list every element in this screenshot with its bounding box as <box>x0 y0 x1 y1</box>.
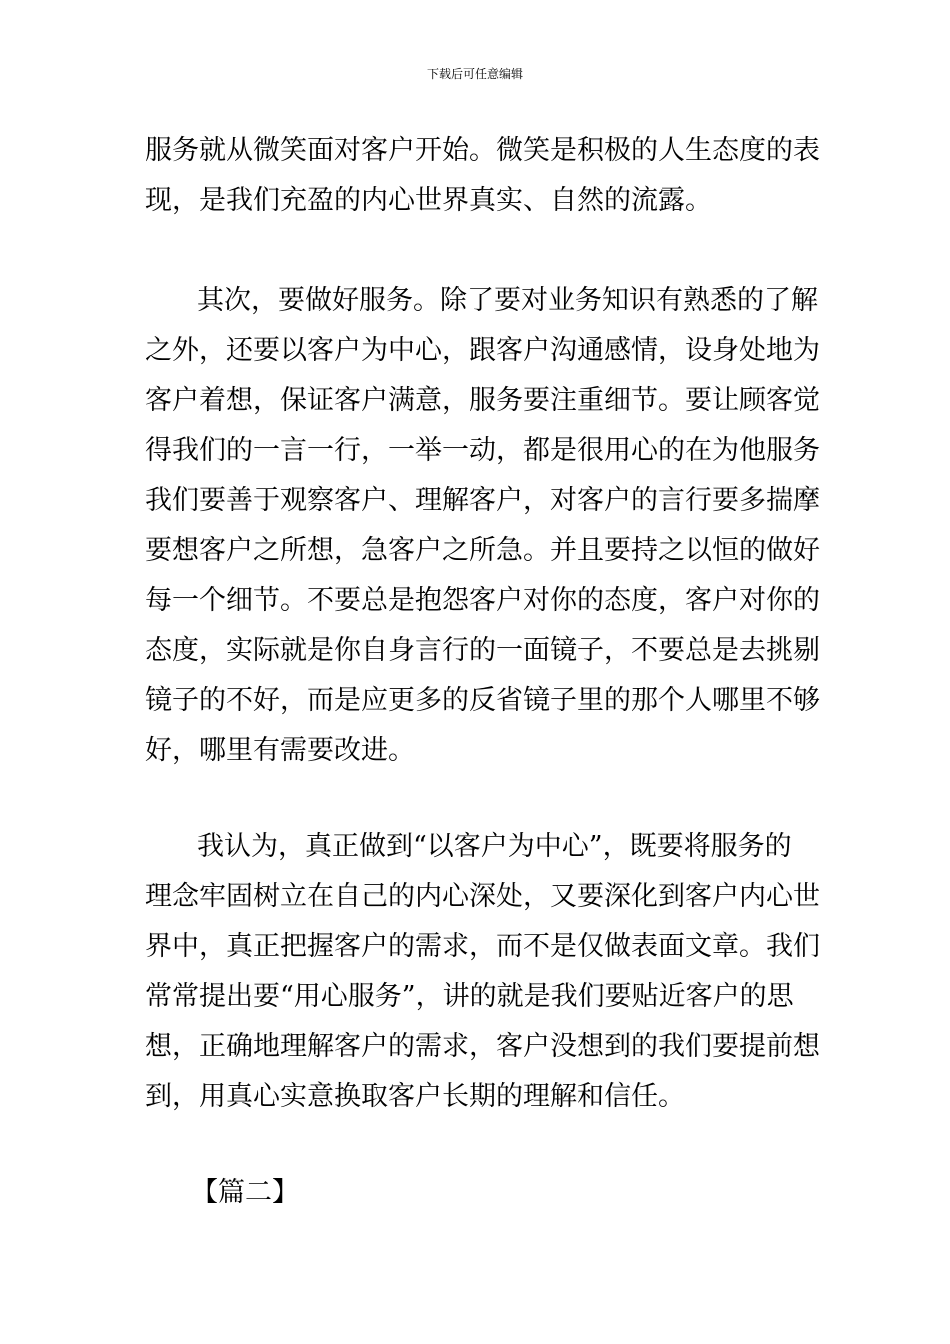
paragraph-3 <box>145 822 820 1122</box>
paragraph-line: 之外，还要以客户为中心，跟客户沟通感情，设身处地为 <box>145 335 820 366</box>
paragraph-line: 界中，真正把握客户的需求，而不是仅做表面文章。我们 <box>145 931 820 962</box>
paragraph-line: 理念牢固树立在自己的内心深处，又要深化到客户内心世 <box>145 881 820 912</box>
paragraph-line: 现，是我们充盈的内心世界真实、自然的流露。 <box>145 185 712 216</box>
paragraph-line: 我认为，真正做到“以客户为中心”，既要将服务的 <box>197 831 792 862</box>
paragraph-1 <box>145 126 820 226</box>
paragraph-line: 好，哪里有需要改进。 <box>145 735 415 766</box>
paragraph-line: 要想客户之所想，急客户之所急。并且要持之以恒的做好 <box>145 535 820 566</box>
section-heading <box>145 1168 807 1218</box>
paragraph-line: 每一个细节。不要总是抱怨客户对你的态度，客户对你的 <box>145 585 820 616</box>
paragraph-line: 常常提出要“用心服务”，讲的就是我们要贴近客户的思 <box>145 981 794 1012</box>
paragraph-line: 我们要善于观察客户、理解客户，对客户的言行要多揣摩 <box>145 485 820 516</box>
section-heading-text: 【篇二】 <box>191 1177 299 1208</box>
header-note: 下载后可任意编辑 <box>426 67 523 81</box>
paragraph-line: 服务就从微笑面对客户开始。微笑是积极的人生态度的表 <box>145 135 820 166</box>
paragraph-line: 镜子的不好，而是应更多的反省镜子里的那个人哪里不够 <box>145 685 820 716</box>
paragraph-line: 得我们的一言一行，一举一动，都是很用心的在为他服务 <box>145 435 820 466</box>
paragraph-line: 态度，实际就是你自身言行的一面镜子，不要总是去挑剔 <box>145 635 820 666</box>
paragraph-line: 其次，要做好服务。除了要对业务知识有熟悉的了解 <box>197 285 818 316</box>
paragraph-line: 客户着想，保证客户满意，服务要注重细节。要让顾客觉 <box>145 385 820 416</box>
paragraph-line: 想，正确地理解客户的需求，客户没想到的我们要提前想 <box>145 1031 820 1062</box>
paragraph-2 <box>145 276 820 776</box>
paragraph-line: 到，用真心实意换取客户长期的理解和信任。 <box>145 1081 685 1112</box>
